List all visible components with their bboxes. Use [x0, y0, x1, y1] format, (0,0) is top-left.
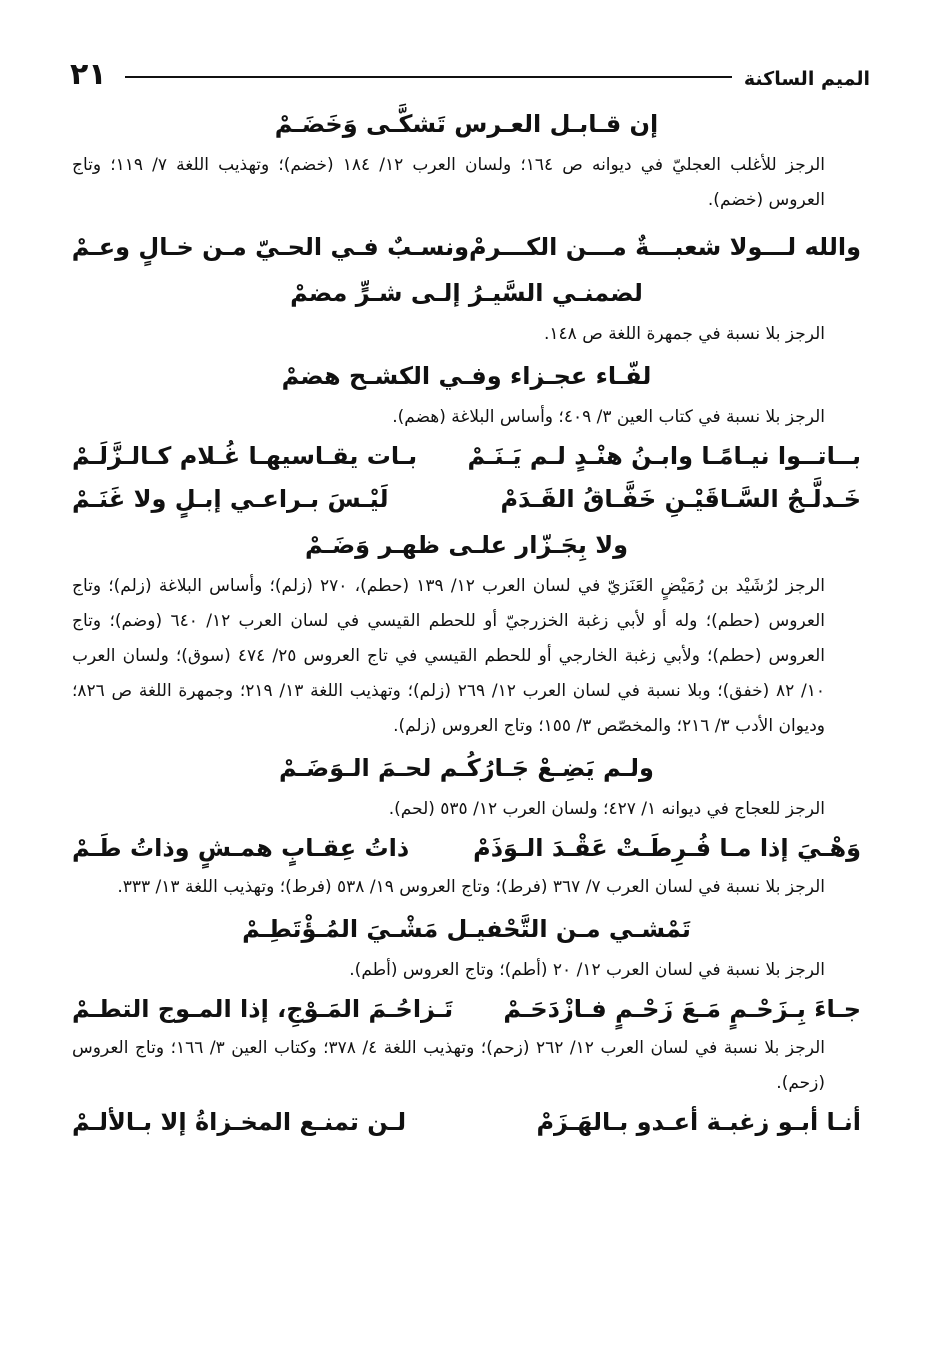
section-title: الميم الساكنة — [743, 68, 870, 90]
verse-line: ولا بِجَـزّار علـى ظهـر وَضَـمْ — [304, 531, 629, 559]
verse-couplet — [72, 226, 861, 269]
reference-note: الرجز بلا نسبة في كتاب العين ٣/ ٤٠٩؛ وأساس البلاغة (هضم). — [392, 407, 825, 427]
verse-hemistich-first: والله لـــولا شعبـــةٌ مـــن الكـــرمْ — [469, 233, 861, 261]
reference-note: الرجز بلا نسبة في لسان العرب ١٢/ ٢٠ (أطم)؛ وتاج العروس (أطم). — [349, 960, 825, 980]
page-number: ٢١ — [70, 57, 107, 92]
verse-line: تَمْشـي مـن التَّحْفيـل مَشْـيَ المُـؤْتَطِـمْ — [242, 915, 691, 943]
verse-couplet — [72, 1101, 861, 1144]
reference-note: الرجز لرُشَيْد بن رُمَيْضٍ العَنَزيّ في لسان العرب ١٢/ ١٣٩ (حطم)، ٢٧٠ (زلم)؛ وأساس البلاغة (زلم)؛ وتاج العروس (حطم)؛ وله أو لأبي زغبة الخزرجيّ أو للحطم القيسي في لسان العرب ١٢/ ٦٤٠ (وضم)؛ وتاج العروس (حطم)؛ ولأبي زغبة الخارجي أو للحطم القيسي في تاج العروس ٢٥/ ٤٧٤ (سوق)؛ ولسان العرب ١٠/ ٨٢ (خفق)؛ وبلا نسبة في لسان العرب ١٢/ ٢٦٩ (زلم)؛ وتهذيب اللغة ١٣/ ٢١٩؛ وجمهرة اللغة ص ٨٢٦؛ وديوان الأدب ٣/ ٢١٦؛ والمخصّص ٣/ ١٥٥؛ وتاج العروس (زلم). — [72, 576, 825, 736]
verse-hemistich-first: خَـدلَّـجُ السَّـاقَيْـنِ خَفَّـاقُ القَـدَمْ — [500, 485, 861, 513]
reference-note: الرجز بلا نسبة في لسان العرب ٧/ ٣٦٧ (فرط)؛ وتاج العروس ١٩/ ٥٣٨ (فرط)؛ وتهذيب اللغة ١٣/ ٣٣٣. — [117, 877, 825, 897]
verse-hemistich-first: وَهْـيَ إذا مـا فُـرِطَـتْ عَقْـدَ الـوَذَمْ — [473, 834, 861, 862]
verse-line: لفّـاء عجـزاء وفـي الكشـح هضمْ — [281, 362, 652, 390]
verse-hemistich-first: بــاتــوا نيـامًـا وابـنُ هنْـدٍ لـم يَـنَـمْ — [467, 442, 861, 470]
page-content — [72, 100, 861, 1144]
verse-hemistich-second: تَـزاحُـمَ المَـوْجِ، إذا المـوج التطـمْ — [72, 995, 454, 1023]
verse-hemistich-second: لَيْـسَ بـراعـي إبـلٍ ولا غَنَـمْ — [72, 485, 389, 513]
verse-couplet — [72, 827, 861, 870]
verse-hemistich-second: ونسـبٌ فـي الحـيّ مـن خـالٍ وعـمْ — [71, 233, 470, 261]
verse-couplet — [72, 988, 861, 1031]
reference-note: الرجز للعجاج في ديوانه ١/ ٤٢٧؛ ولسان العرب ١٢/ ٥٣٥ (لحم). — [388, 799, 825, 819]
verse-line: لضمنـي السَّيـرُ إلـى شـرٍّ مضمْ — [290, 279, 643, 307]
verse-couplet — [72, 478, 861, 521]
page-header — [70, 40, 870, 90]
verse-line: ولـم يَضِـعْ جَـارُكُـم لحـمَ الـوَضَـمْ — [279, 754, 654, 782]
verse-hemistich-second: بـات يقـاسيهـا غُـلام كـالـزَّلَـمْ — [72, 442, 418, 470]
reference-note: الرجز بلا نسبة في جمهرة اللغة ص ١٤٨. — [544, 324, 825, 344]
verse-hemistich-first: جـاءَ بِـزَحْـمٍ مَـعَ زَحْـمٍ فـازْدَحَـمْ — [503, 995, 861, 1023]
reference-note: الرجز بلا نسبة في لسان العرب ١٢/ ٢٦٢ (زحم)؛ وتهذيب اللغة ٤/ ٣٧٨؛ وكتاب العين ٣/ ١٦٦؛ وتاج العروس (زحم). — [72, 1038, 825, 1093]
verse-hemistich-second: لـن تمنـع المخـزاةُ إلا بـالألـمْ — [72, 1108, 407, 1136]
reference-note: الرجز للأغلب العجليّ في ديوانه ص ١٦٤؛ ولسان العرب ١٢/ ١٨٤ (خضم)؛ وتهذيب اللغة ٧/ ١١٩؛ وتاج العروس (خضم). — [72, 155, 825, 210]
verse-hemistich-second: ذاتُ عِقـابٍ همـشٍ وذاتُ طَـمْ — [72, 834, 410, 862]
header-rule — [125, 76, 732, 78]
verse-hemistich-first: أنـا أبـو زغبـة أعـدو بـالهَـزَمْ — [536, 1108, 861, 1136]
verse-couplet — [72, 435, 861, 478]
verse-line: إن قـابـل العـرس تَشكَّـى وَخَضَـمْ — [274, 110, 659, 138]
